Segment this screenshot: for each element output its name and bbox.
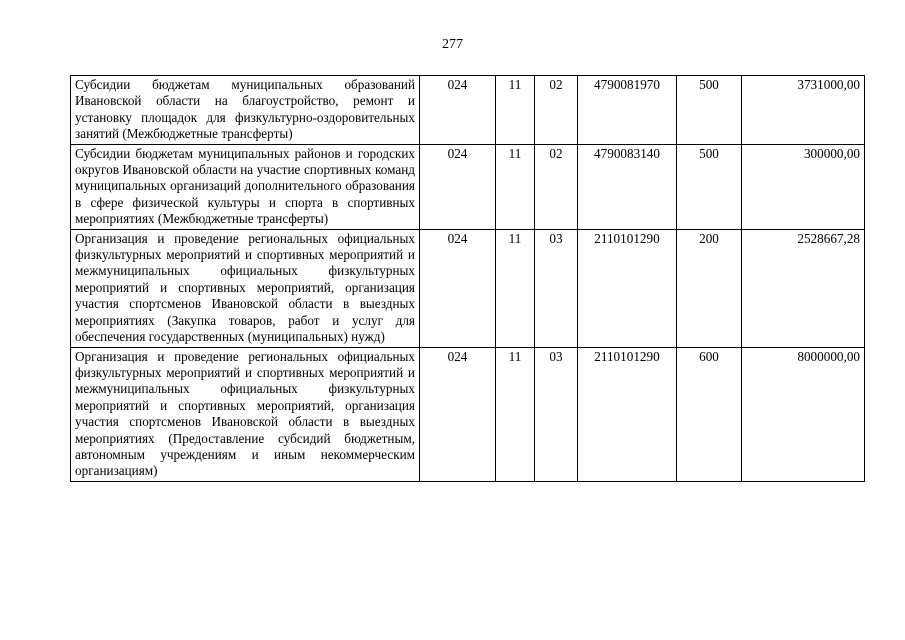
row-section-code: 11 xyxy=(496,144,535,229)
table-row xyxy=(71,76,865,145)
row-amount: 3731000,00 xyxy=(742,76,865,145)
row-subsection-code: 03 xyxy=(535,229,578,347)
row-expense-type-code: 500 xyxy=(677,144,742,229)
row-description: Организация и проведение региональных официальных физкультурных мероприятий и спортивных мероприятий и межмуниципальных официальных физкультурных мероприятий и спортивных мероприятий, организация участия спортсменов Ивановской области в выездных мероприятиях (Предоставление субсидий бюджетным, автономным учреждениям и иным некоммерческим организациям) xyxy=(71,347,420,481)
row-subsection-code: 02 xyxy=(535,76,578,145)
row-target-code: 4790083140 xyxy=(578,144,677,229)
row-ministry-code: 024 xyxy=(420,229,496,347)
row-ministry-code: 024 xyxy=(420,76,496,145)
row-target-code: 4790081970 xyxy=(578,76,677,145)
row-description: Субсидии бюджетам муниципальных районов и городских округов Ивановской области на участие спортивных команд муниципальных организаций дополнительного образования в сфере физической культуры и спорта в спортивных мероприятиях (Межбюджетные трансферты) xyxy=(71,144,420,229)
row-section-code: 11 xyxy=(496,347,535,481)
row-expense-type-code: 600 xyxy=(677,347,742,481)
budget-table xyxy=(70,75,865,482)
row-amount: 2528667,28 xyxy=(742,229,865,347)
row-subsection-code: 03 xyxy=(535,347,578,481)
row-ministry-code: 024 xyxy=(420,347,496,481)
row-target-code: 2110101290 xyxy=(578,347,677,481)
row-expense-type-code: 200 xyxy=(677,229,742,347)
table-row xyxy=(71,229,865,347)
table-row xyxy=(71,347,865,481)
row-description: Субсидии бюджетам муниципальных образований Ивановской области на благоустройство, ремонт и установку площадок для физкультурно-оздоровительных занятий (Межбюджетные трансферты) xyxy=(71,76,420,145)
row-section-code: 11 xyxy=(496,76,535,145)
row-target-code: 2110101290 xyxy=(578,229,677,347)
row-expense-type-code: 500 xyxy=(677,76,742,145)
row-amount: 300000,00 xyxy=(742,144,865,229)
row-amount: 8000000,00 xyxy=(742,347,865,481)
page-number: 277 xyxy=(442,37,463,52)
table-row xyxy=(71,144,865,229)
row-subsection-code: 02 xyxy=(535,144,578,229)
row-section-code: 11 xyxy=(496,229,535,347)
row-description: Организация и проведение региональных официальных физкультурных мероприятий и спортивных мероприятий и межмуниципальных официальных физкультурных мероприятий и спортивных мероприятий, организация участия спортсменов Ивановской области в выездных мероприятиях (Закупка товаров, работ и услуг для обеспечения государственных (муниципальных) нужд) xyxy=(71,229,420,347)
row-ministry-code: 024 xyxy=(420,144,496,229)
